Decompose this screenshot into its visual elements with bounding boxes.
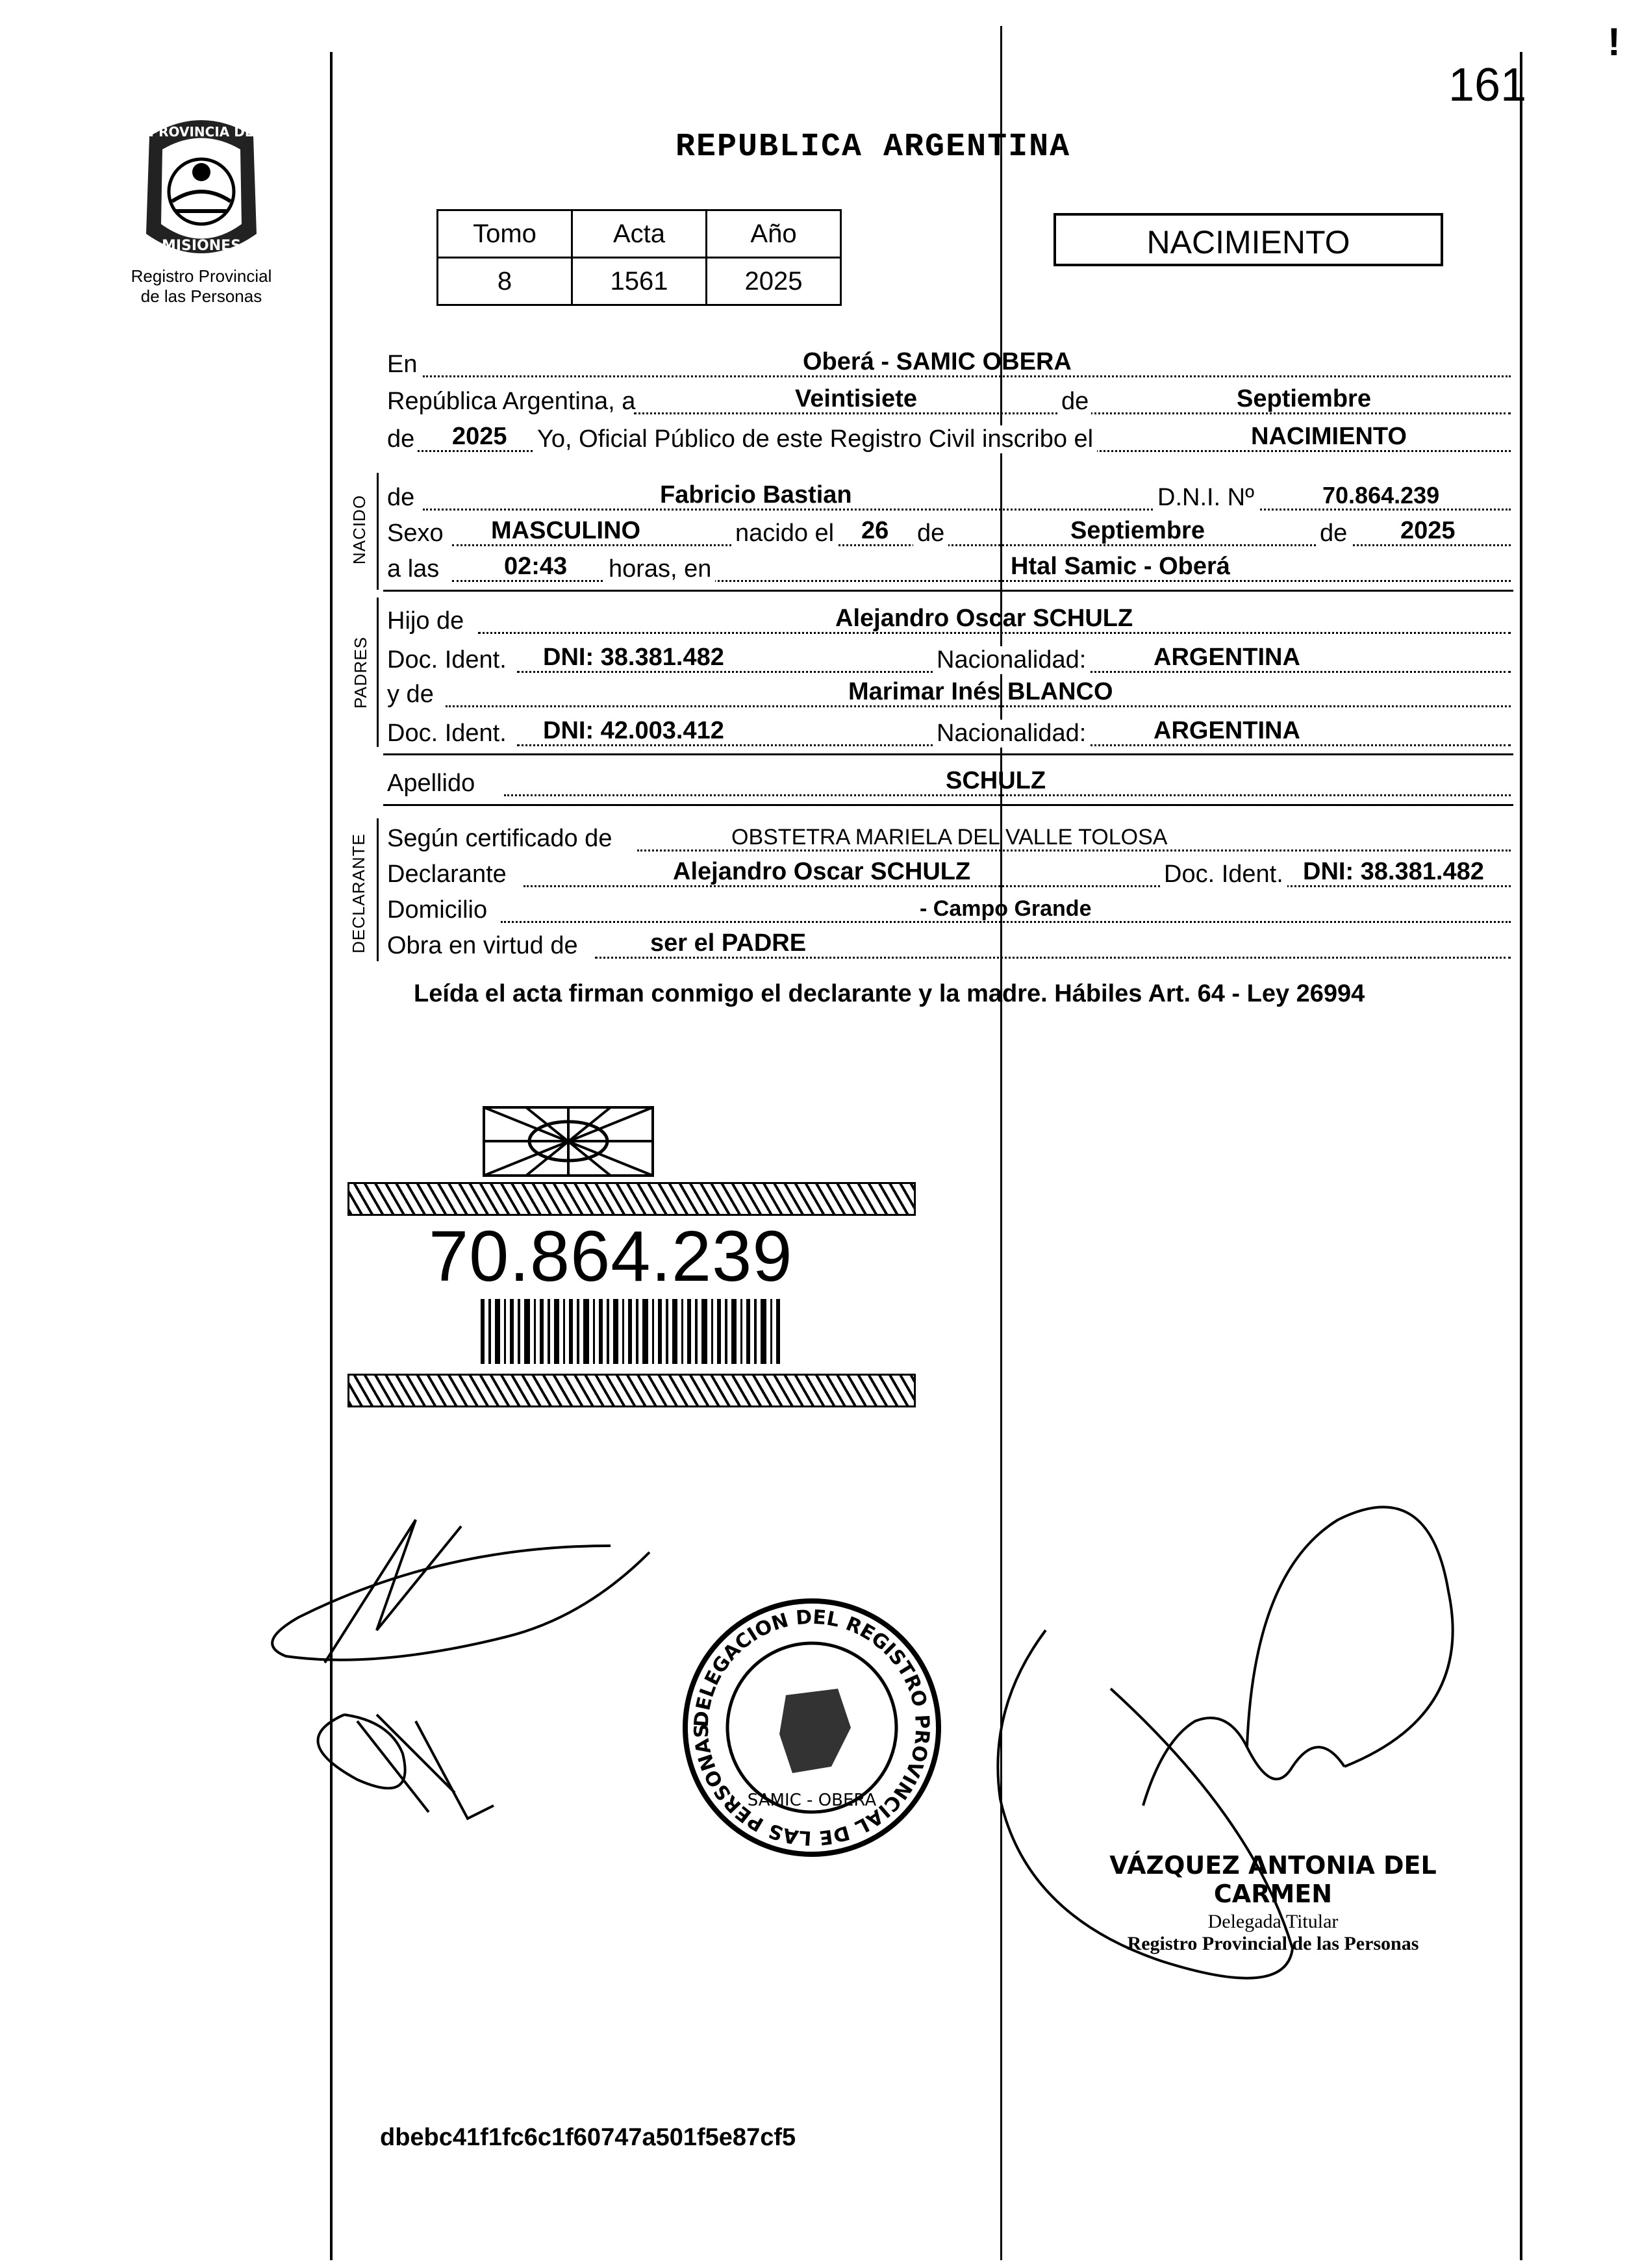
dia-nac: 26 [861, 517, 889, 544]
dia-texto: Veintisiete [795, 385, 917, 412]
nacido-el-label: nacido el [731, 520, 838, 548]
a-las-label: a las [387, 555, 440, 583]
republica-label: República Argentina, a [387, 388, 636, 415]
de-label: de [1059, 388, 1091, 416]
madre-doc: DNI: 42.003.412 [543, 717, 724, 744]
declarante-label: Declarante [387, 861, 507, 888]
sexo-label: Sexo [387, 520, 444, 547]
record-table-header: Acta [572, 210, 707, 258]
registro-text: Yo, Oficial Público de este Registro Civil inscribo el [533, 425, 1097, 453]
left-margin-rule [330, 52, 333, 2260]
apellido-label: Apellido [387, 770, 475, 797]
declarante-doc-label: Doc. Ident. [1160, 861, 1287, 888]
madre-nac: ARGENTINA [1154, 717, 1300, 744]
form-row-hora [387, 552, 1511, 586]
padre-doc-label: Doc. Ident. [387, 646, 507, 674]
section-label-nacido: NACIDO [349, 494, 370, 565]
form-row-sexo [387, 516, 1511, 550]
en-label: En [387, 351, 418, 378]
sticker-number: 70.864.239 [429, 1216, 793, 1296]
record-table-cell: 2025 [707, 258, 841, 305]
emblem-bottom-text: MISIONES [161, 238, 242, 254]
section-separator [383, 753, 1513, 755]
right-margin-rule [1520, 52, 1522, 2260]
section-rule-nacido [377, 473, 379, 590]
padre: Alejandro Oscar SCHULZ [835, 605, 1133, 632]
corner-mark: ! [1608, 20, 1621, 64]
de-label-2: de [387, 425, 415, 453]
anio-nac: 2025 [1400, 517, 1456, 544]
mes-registro: Septiembre [1237, 385, 1371, 412]
seal-ring-text: DELEGACION DEL REGISTRO PROVINCIAL DE LAS PERSONAS [690, 1606, 934, 1850]
form-row-madre [387, 677, 1511, 711]
form-row-en [387, 347, 1511, 381]
hora: 02:43 [504, 553, 568, 580]
padre-nacionalidad-label: Nacionalidad: [933, 646, 1090, 674]
padre-nac: ARGENTINA [1154, 644, 1300, 671]
barcode-icon [481, 1299, 786, 1364]
de-label-4: de [1316, 520, 1351, 548]
official-role: Delegada Titular [1207, 1911, 1339, 1932]
form-row-domicilio [387, 893, 1511, 927]
form-row-republica [387, 384, 1511, 418]
form-row-apellido [387, 766, 1511, 800]
dni-label: D.N.I. Nº [1154, 484, 1258, 512]
acto: NACIMIENTO [1251, 423, 1407, 450]
madre-doc-label: Doc. Ident. [387, 720, 507, 747]
form-row-obra [387, 929, 1511, 963]
dni: 70.864.239 [1322, 482, 1440, 509]
form-row-certificado [387, 822, 1511, 855]
section-label-declarante: DECLARANTE [348, 833, 368, 953]
declarante-doc: DNI: 38.381.482 [1303, 858, 1484, 885]
certificado-label: Según certificado de [387, 825, 612, 852]
section-separator [383, 804, 1513, 806]
emblem-top-text: PROVINCIA DE [149, 124, 254, 140]
closing-text: Leída el acta firman conmigo el declarante y la madre. Hábiles Art. 64 - Ley 26994 [414, 980, 1365, 1007]
mes-nac: Septiembre [1070, 517, 1205, 544]
lugar: Htal Samic - Oberá [1011, 553, 1230, 580]
section-separator [383, 590, 1513, 592]
anio-registro: 2025 [452, 423, 507, 450]
section-rule-declarante [377, 818, 379, 961]
obra-label: Obra en virtud de [387, 932, 578, 959]
security-band-bottom [347, 1374, 916, 1407]
record-table-header: Tomo [438, 210, 572, 258]
de-label-3: de [913, 520, 948, 548]
registry-caption-line2: de las Personas [140, 286, 262, 306]
official-office: Registro Provincial de las Personas [1127, 1933, 1419, 1954]
padre-doc: DNI: 38.381.482 [543, 644, 724, 671]
page-number: 161 [1448, 59, 1527, 111]
nombre: Fabricio Bastian [660, 481, 852, 509]
document-hash: dbebc41f1fc6c1f60747a501f5e87cf5 [380, 2124, 796, 2151]
official-name: VÁZQUEZ ANTONIA DEL CARMEN [1109, 1851, 1437, 1908]
official-block [1091, 1851, 1455, 1955]
section-label-padres: PADRES [351, 636, 370, 709]
registry-caption-line1: Registro Provincial [131, 266, 272, 286]
apellido: SCHULZ [946, 767, 1046, 794]
domicilio-label: Domicilio [387, 896, 488, 924]
record-table-cell: 8 [438, 258, 572, 305]
record-table-header-row [438, 210, 841, 258]
document-title: REPUBLICA ARGENTINA [675, 129, 1071, 166]
form-row-madre-doc [387, 716, 1511, 750]
record-table-header: Año [707, 210, 841, 258]
security-hologram-icon [481, 1104, 656, 1179]
domicilio: - Campo Grande [920, 896, 1092, 921]
form-row-padre [387, 604, 1511, 638]
security-band-top [347, 1182, 916, 1216]
seal-center-text: SAMIC - OBERA [747, 1791, 877, 1810]
madre-nacionalidad-label: Nacionalidad: [933, 720, 1090, 748]
form-row-nombre [387, 481, 1511, 514]
hijo-de-label: Hijo de [387, 607, 464, 635]
en-value: Oberá - SAMIC OBERA [803, 348, 1072, 375]
registry-caption [110, 266, 292, 307]
form-row-declarante [387, 857, 1511, 891]
section-rule-padres [377, 598, 379, 747]
record-table-cell: 1561 [572, 258, 707, 305]
horas-en-label: horas, en [605, 555, 715, 583]
certificado: OBSTETRA MARIELA DEL VALLE TOLOSA [731, 825, 1168, 850]
obra: ser el PADRE [650, 929, 807, 957]
form-row-padre-doc [387, 643, 1511, 677]
record-table-value-row [438, 258, 841, 305]
declarante: Alejandro Oscar SCHULZ [673, 858, 971, 885]
y-de-label: y de [387, 681, 434, 708]
official-seal [669, 1585, 955, 1871]
provincial-emblem-icon [130, 110, 273, 266]
record-table [436, 209, 842, 306]
declarant-signature [247, 1507, 701, 1845]
sexo: MASCULINO [491, 517, 641, 544]
form-row-registro [387, 422, 1511, 456]
nombre-label: de [387, 484, 415, 511]
record-type-box: NACIMIENTO [1053, 213, 1443, 266]
madre: Marimar Inés BLANCO [848, 678, 1113, 705]
